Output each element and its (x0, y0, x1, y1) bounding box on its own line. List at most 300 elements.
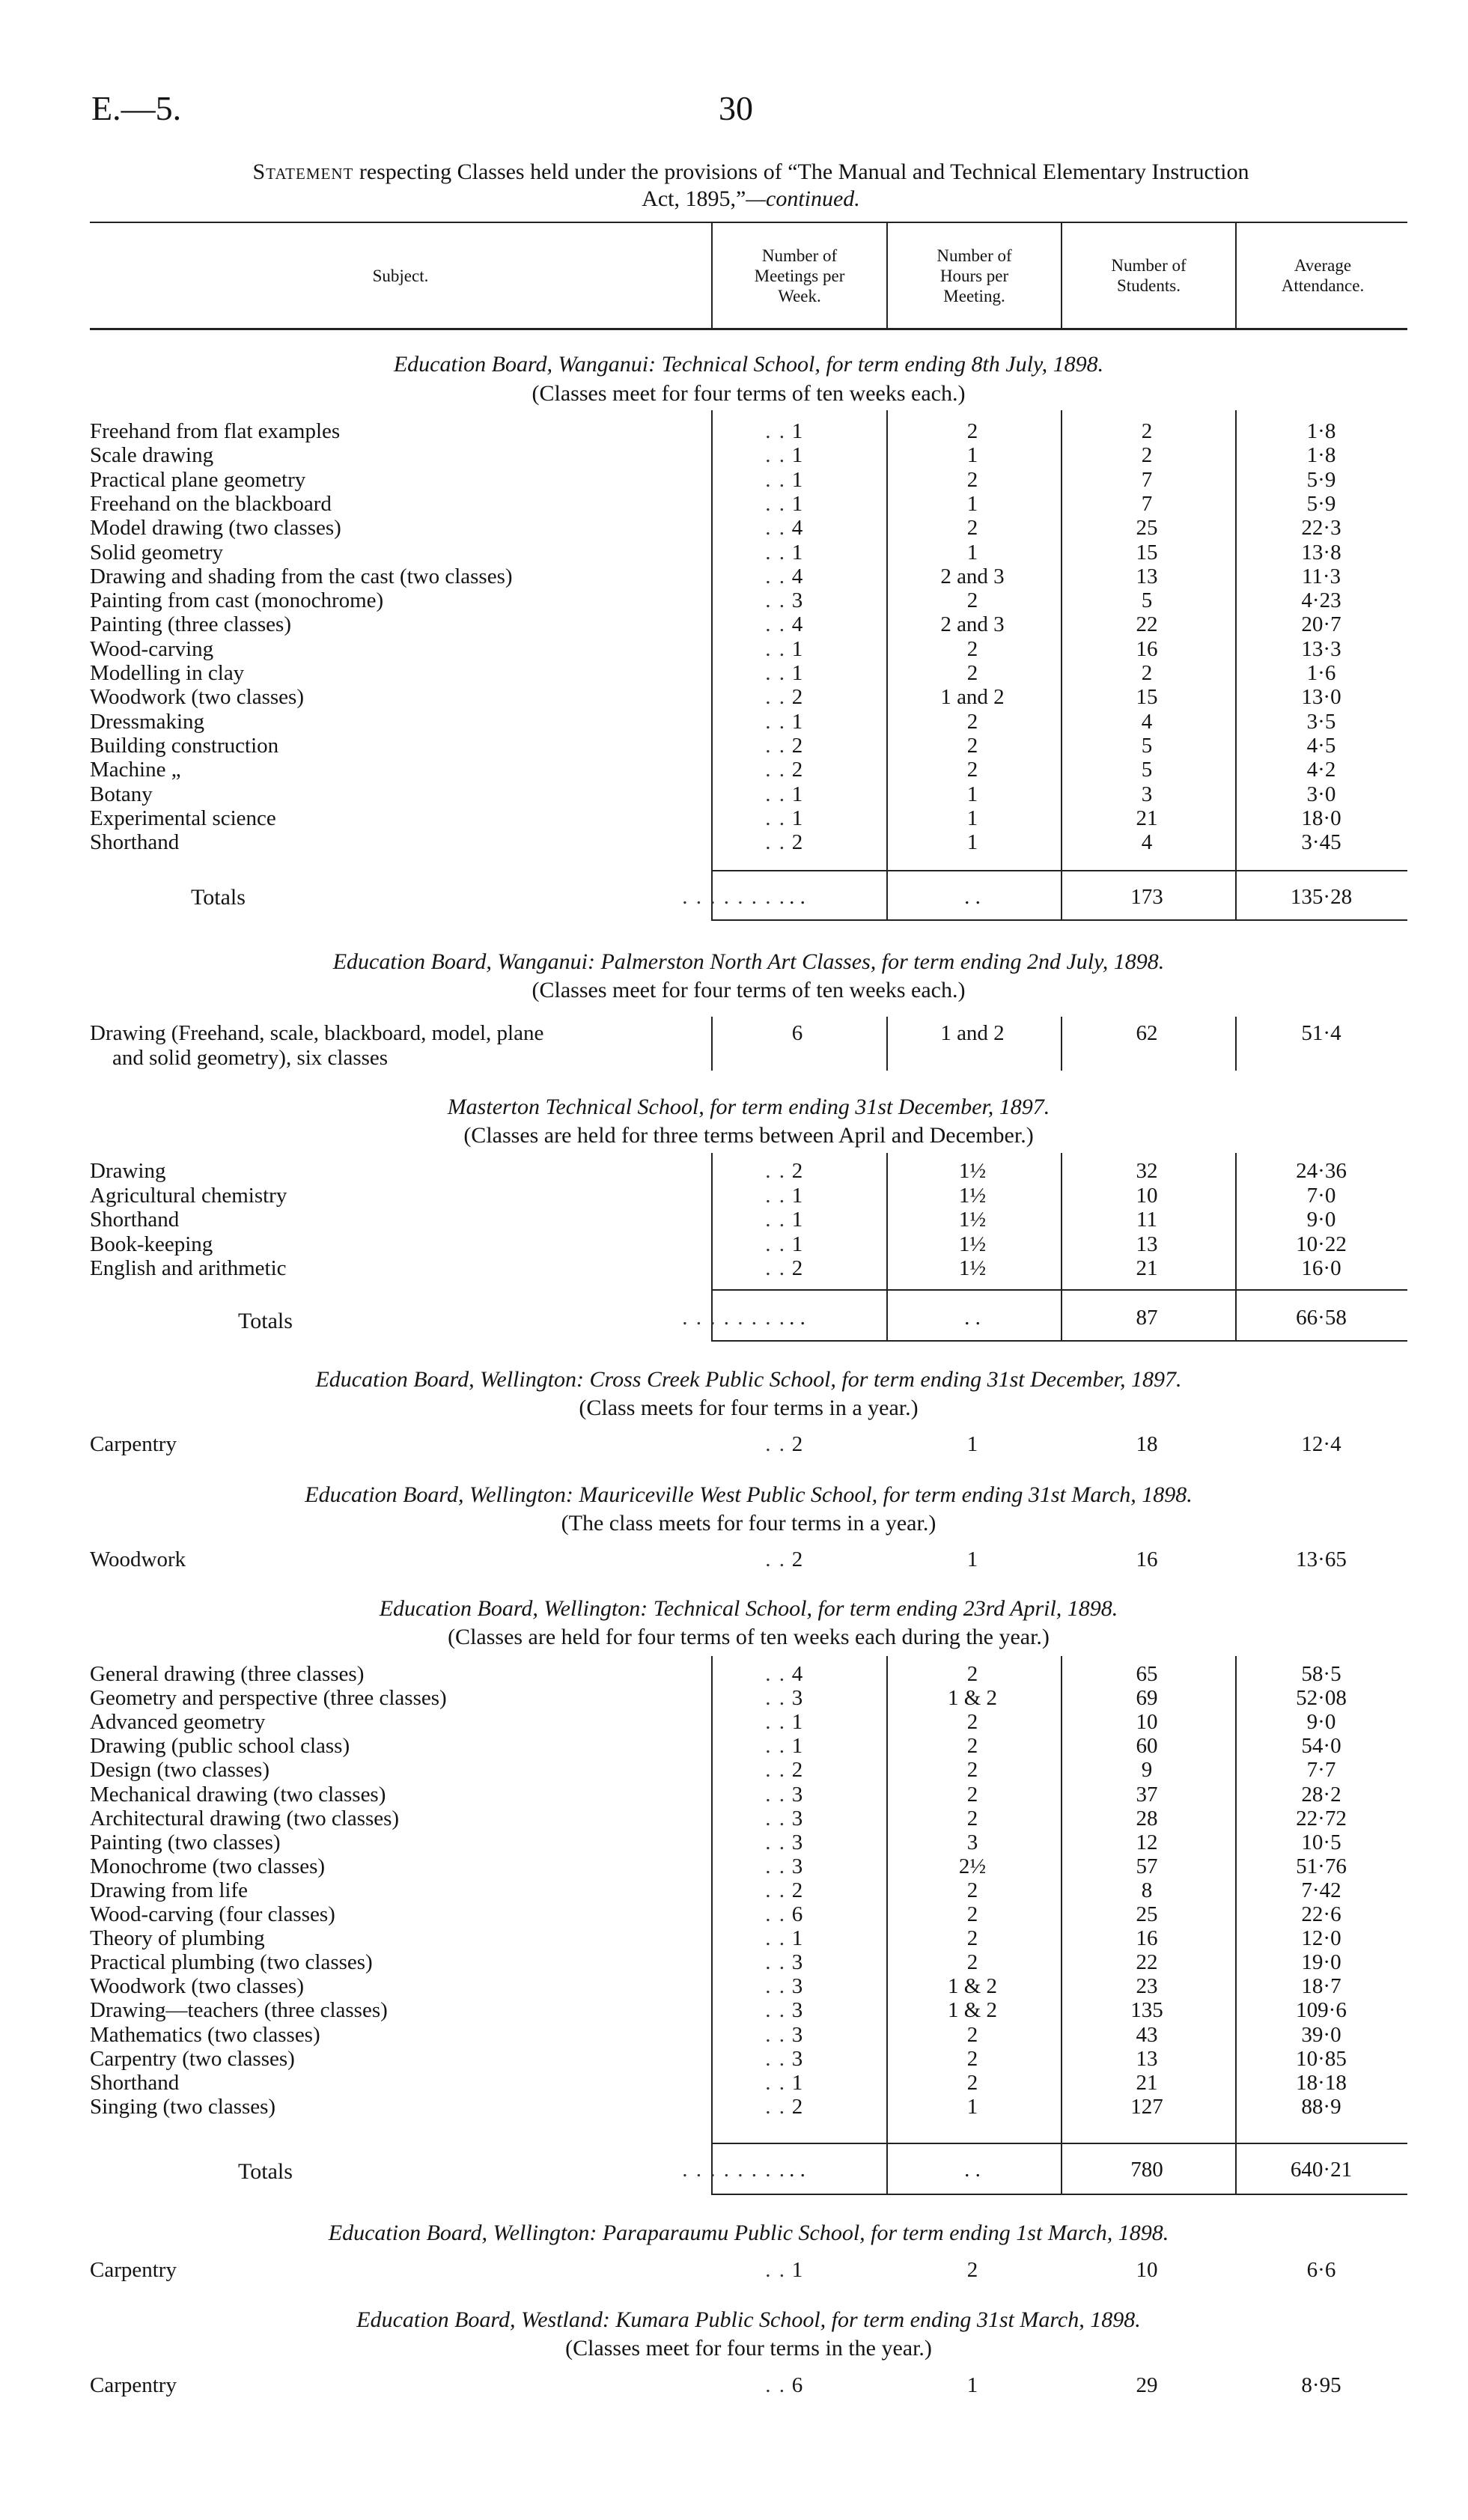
row-students: 10 (1136, 1183, 1158, 1208)
row-attendance: 58·5 (1301, 1662, 1341, 1686)
row-subject: Singing (two classes) (90, 2094, 276, 2119)
row-hours: 2 (966, 758, 978, 782)
leader-dots: . . (765, 1854, 786, 1878)
row-hours: 1 and 2 (940, 1021, 1005, 1045)
row-students: 23 (1136, 1974, 1158, 1999)
row-attendance: 13·65 (1296, 1547, 1347, 1571)
row-attendance: 7·0 (1306, 1183, 1336, 1208)
row-attendance: 4·5 (1306, 733, 1336, 758)
table-row (90, 1256, 1407, 1281)
row-attendance: 7·42 (1301, 1878, 1341, 1902)
row-hours: 2 (966, 1710, 978, 1735)
row-meetings: 2 (791, 2094, 803, 2119)
totals-students: 780 (1130, 2158, 1163, 2182)
row-hours: 2 (966, 709, 978, 734)
row-meetings: 3 (791, 1830, 803, 1854)
table-row (90, 419, 1407, 444)
row-hours: 1 (966, 540, 978, 564)
row-meetings: 4 (791, 516, 803, 541)
table-row (90, 758, 1407, 782)
row-students: 10 (1136, 1710, 1158, 1735)
row-students: 12 (1136, 1830, 1158, 1854)
leader-dots: . . (765, 467, 786, 492)
section-title: Education Board, Wanganui: Technical School, for term ending 8th July, 1898. (393, 352, 1104, 377)
row-students: 4 (1141, 709, 1153, 734)
leader-dots: . . (765, 2046, 786, 2071)
row-students: 16 (1136, 1926, 1158, 1951)
row-attendance: 51·4 (1301, 1021, 1341, 1045)
table-row (90, 637, 1407, 662)
row-meetings: 2 (791, 1256, 803, 1280)
row-students: 11 (1136, 1208, 1157, 1232)
row-meetings: 3 (791, 1854, 803, 1878)
row-subject: Botany (90, 782, 153, 806)
row-meetings: 3 (791, 1686, 803, 1711)
table-row (90, 541, 1407, 565)
leader-dots: . . (765, 564, 786, 588)
row-meetings: 1 (791, 2258, 803, 2282)
column-rule (711, 1017, 713, 1071)
row-attendance: 1·8 (1306, 443, 1336, 468)
table-row (90, 1432, 1407, 1457)
row-attendance: 10·5 (1301, 1830, 1341, 1854)
row-subject: Shorthand (90, 2070, 180, 2095)
row-attendance: 24·36 (1296, 1159, 1347, 1183)
row-students: 16 (1136, 636, 1158, 661)
row-students: 29 (1136, 2373, 1158, 2397)
row-meetings: 1 (791, 806, 803, 830)
row-meetings: 4 (791, 1662, 803, 1686)
row-students: 16 (1136, 1547, 1158, 1571)
row-subject: English and arithmetic (90, 1256, 287, 1280)
row-meetings: 3 (791, 1782, 803, 1807)
row-attendance: 88·9 (1301, 2094, 1341, 2119)
column-rule (886, 1017, 888, 1071)
row-meetings: 3 (791, 2022, 803, 2047)
col-students (1061, 223, 1235, 328)
statement-lead: Statement (252, 159, 354, 184)
row-hours: 1 (966, 806, 978, 830)
totals-label: Totals (238, 1309, 293, 1333)
row-hours: 2 (966, 661, 978, 685)
row-hours: 1½ (958, 1232, 987, 1256)
row-meetings: 2 (791, 1758, 803, 1783)
row-subject: Building construction (90, 733, 279, 758)
row-students: 7 (1141, 467, 1153, 492)
leader-dots: . . (765, 1547, 786, 1571)
row-students: 10 (1136, 2258, 1158, 2282)
row-subject: Architectural drawing (two classes) (90, 1806, 400, 1830)
row-hours: 1½ (958, 1256, 987, 1280)
totals-hours: . . (964, 1306, 981, 1330)
column-rule (1061, 1017, 1062, 1071)
leader-dots: . . (765, 1662, 786, 1686)
row-hours: 2 (966, 419, 978, 443)
row-subject: Shorthand (90, 1208, 180, 1232)
table-row (90, 734, 1407, 758)
row-hours: 2 (966, 2022, 978, 2047)
row-students: 135 (1130, 1998, 1163, 2023)
row-meetings: 2 (791, 1159, 803, 1183)
row-students: 60 (1136, 1734, 1158, 1759)
row-subject: Drawing—teachers (three classes) (90, 1998, 388, 2023)
totals-hours: . . (964, 2158, 981, 2182)
row-subject: Advanced geometry (90, 1710, 266, 1735)
table-row (90, 806, 1407, 831)
statement-heading (88, 159, 1413, 213)
column-rule (886, 410, 888, 921)
row-meetings: 1 (791, 709, 803, 734)
table-row (90, 782, 1407, 807)
section-title: Education Board, Wellington: Mauriceville West Public School, for term ending 31st March, 1898. (305, 1482, 1193, 1507)
row-subject: Painting (three classes) (90, 612, 291, 637)
row-attendance: 4·2 (1306, 758, 1336, 782)
col-hours-label: Number of Hours per Meeting. (936, 246, 1012, 305)
row-meetings: 1 (791, 2070, 803, 2095)
row-attendance: 1·8 (1306, 419, 1336, 443)
table-row (90, 1783, 1407, 1807)
section-title: Education Board, Wellington: Technical School, for term ending 23rd April, 1898. (379, 1596, 1118, 1621)
totals-rule (711, 2143, 1407, 2144)
leader-dots: . . (765, 1974, 786, 1999)
row-hours: 1 (966, 443, 978, 468)
leader-dots: . . (765, 1159, 786, 1183)
row-meetings: 2 (791, 1878, 803, 1902)
table-row (90, 685, 1407, 710)
row-hours: 1½ (958, 1183, 987, 1208)
col-hours (886, 223, 1061, 328)
totals-rule (711, 919, 1407, 921)
leader-dots: . . (765, 758, 786, 782)
column-rule (711, 1656, 713, 2195)
row-subject: Freehand from flat examples (90, 419, 341, 443)
table-row (90, 1208, 1407, 1232)
row-hours: 1 & 2 (947, 1974, 998, 1999)
table-row (90, 1734, 1407, 1759)
row-students: 62 (1136, 1021, 1158, 1045)
row-students: 2 (1141, 443, 1153, 468)
row-subject: Shorthand (90, 830, 180, 855)
row-attendance: 12·0 (1301, 1926, 1341, 1951)
row-meetings: 1 (791, 540, 803, 564)
row-students: 15 (1136, 540, 1158, 564)
row-attendance: 20·7 (1301, 612, 1341, 637)
table-row (90, 2095, 1407, 2119)
row-hours: 2 (966, 1782, 978, 1807)
row-subject: Book-keeping (90, 1232, 213, 1256)
row-subject: Carpentry (90, 2373, 177, 2397)
row-students: 25 (1136, 1902, 1158, 1926)
section-note: (Classes are held for three terms between April and December.) (463, 1123, 1034, 1148)
row-subject: Model drawing (two classes) (90, 516, 341, 541)
row-attendance: 3·5 (1306, 709, 1336, 734)
row-subject: Woodwork (90, 1547, 186, 1571)
row-hours: 2 (966, 467, 978, 492)
leader-dots: . . (765, 540, 786, 564)
row-meetings: 3 (791, 588, 803, 613)
row-students: 3 (1141, 782, 1153, 806)
leader-dots: . . (765, 709, 786, 734)
column-rule (711, 410, 713, 921)
row-subject: Monochrome (two classes) (90, 1854, 326, 1878)
page-number: 30 (719, 89, 753, 127)
leader-dots: . . (765, 1926, 786, 1951)
table-row (90, 492, 1407, 517)
row-students: 18 (1136, 1432, 1158, 1456)
leader-dots: . . (765, 1878, 786, 1902)
row-students: 21 (1136, 1256, 1158, 1280)
totals-row (90, 2158, 1407, 2182)
row-students: 37 (1136, 1782, 1158, 1807)
table-row (90, 830, 1407, 855)
section-note: (Classes are held for four terms of ten weeks each during the year.) (448, 1625, 1050, 1649)
table-row (90, 661, 1407, 686)
leader-dots: . . (765, 2022, 786, 2047)
leader-dots: . . (765, 612, 786, 637)
table-row (90, 468, 1407, 493)
row-subject: Practical plumbing (two classes) (90, 1950, 373, 1975)
row-students: 65 (1136, 1662, 1158, 1686)
table-row (90, 1686, 1407, 1711)
leader-dots: . . (765, 1782, 786, 1807)
leader-dots: . . (765, 2070, 786, 2095)
row-attendance: 9·0 (1306, 1710, 1336, 1735)
leader-dots: . . (765, 806, 786, 830)
row-subject: Wood-carving (90, 636, 214, 661)
row-attendance: 28·2 (1301, 1782, 1341, 1807)
row-attendance: 18·18 (1296, 2070, 1347, 2095)
section-title: Education Board, Wellington: Paraparaumu Public School, for term ending 1st March, 1898. (328, 2221, 1169, 2245)
row-attendance: 10·22 (1296, 1232, 1347, 1256)
leader-dots: . . (765, 830, 786, 855)
row-hours: 1 and 2 (940, 685, 1005, 710)
section-note: (Classes meet for four terms of ten weeks each.) (532, 978, 966, 1002)
leader-dots: . . (765, 661, 786, 685)
row-students: 9 (1141, 1758, 1153, 1783)
col-students-label: Number of Students. (1111, 256, 1187, 295)
row-meetings: 3 (791, 1950, 803, 1975)
row-continuation (90, 1046, 1407, 1071)
totals-students: 87 (1136, 1306, 1158, 1330)
row-hours: 2 (966, 636, 978, 661)
col-meetings-label: Number of Meetings per Week. (754, 246, 845, 305)
row-students: 43 (1136, 2022, 1158, 2047)
row-students: 21 (1136, 2070, 1158, 2095)
row-attendance: 3·45 (1301, 830, 1341, 855)
row-subject: Machine „ (90, 758, 181, 782)
column-rule (1235, 1017, 1237, 1071)
row-hours: 2 (966, 1758, 978, 1783)
row-students: 127 (1130, 2094, 1163, 2119)
leader-dots: . . (765, 419, 786, 443)
totals-label: Totals (238, 2159, 293, 2184)
leader-dots: . . (765, 733, 786, 758)
totals-row (90, 1306, 1407, 1330)
table-row (90, 443, 1407, 468)
table-row (90, 1902, 1407, 1927)
table-row (90, 564, 1407, 589)
row-subject: Painting from cast (monochrome) (90, 588, 384, 613)
row-students: 5 (1141, 758, 1153, 782)
section-title: Masterton Technical School, for term ending 31st December, 1897. (447, 1095, 1050, 1119)
totals-label: Totals (191, 885, 246, 910)
table-row (90, 1159, 1407, 1184)
col-meetings (711, 223, 886, 328)
leader-dots: . . (765, 443, 786, 468)
totals-rule (711, 1340, 1407, 1342)
row-meetings: 3 (791, 1974, 803, 1999)
row-meetings: 4 (791, 564, 803, 588)
section-note: (Classes meet for four terms in the year.) (565, 2336, 932, 2361)
row-attendance: 1·6 (1306, 661, 1336, 685)
leader-dots: . . (765, 1256, 786, 1280)
row-subject: Modelling in clay (90, 661, 245, 685)
row-students: 28 (1136, 1806, 1158, 1830)
row-attendance: 11·3 (1301, 564, 1341, 588)
row-subject: Drawing from life (90, 1878, 248, 1902)
leader-dots: . . (765, 516, 786, 541)
row-meetings: 1 (791, 491, 803, 516)
leader-dots: . . (765, 1232, 786, 1256)
row-students: 13 (1136, 1232, 1158, 1256)
table-row (90, 1878, 1407, 1903)
totals-meetings: . . (789, 2158, 805, 2182)
column-rule (1061, 1656, 1062, 2195)
leader-dots: . . (765, 1758, 786, 1783)
leader-dots: . . (765, 491, 786, 516)
row-subject: Carpentry (90, 1432, 177, 1456)
statement-continued: —continued. (746, 186, 860, 211)
row-meetings: 1 (791, 1232, 803, 1256)
row-subject: Carpentry (two classes) (90, 2046, 295, 2071)
row-hours: 1½ (958, 1208, 987, 1232)
table-row (90, 2373, 1407, 2398)
row-attendance: 18·0 (1301, 806, 1341, 830)
row-subject: Design (two classes) (90, 1758, 270, 1783)
totals-rule (711, 1289, 1407, 1291)
row-subject: Freehand on the blackboard (90, 491, 332, 516)
leader-dots: . . (765, 2373, 786, 2397)
leader-dots: . . (765, 1208, 786, 1232)
leader-dots: . . (765, 1432, 786, 1456)
leader-dots: . . (765, 1830, 786, 1854)
row-hours: 1 (966, 2373, 978, 2397)
row-hours: 1½ (958, 1159, 987, 1183)
row-meetings: 1 (791, 1710, 803, 1735)
row-hours: 2 (966, 1734, 978, 1759)
table-row (90, 1926, 1407, 1951)
row-subject: Drawing (90, 1159, 166, 1183)
section-note: (Class meets for four terms in a year.) (579, 1396, 919, 1420)
row-meetings: 3 (791, 1998, 803, 2023)
row-hours: 2 and 3 (940, 564, 1005, 588)
row-subject: Agricultural chemistry (90, 1183, 287, 1208)
row-meetings: 2 (791, 685, 803, 710)
row-attendance: 5·9 (1306, 491, 1336, 516)
row-attendance: 22·72 (1296, 1806, 1347, 1830)
row-meetings: 1 (791, 1734, 803, 1759)
row-meetings: 3 (791, 1806, 803, 1830)
row-attendance: 12·4 (1301, 1432, 1341, 1456)
column-rule (1061, 410, 1062, 921)
row-subject: Woodwork (two classes) (90, 685, 304, 710)
table-row (90, 1950, 1407, 1975)
row-hours: 2 (966, 1878, 978, 1902)
row-attendance: 6·6 (1306, 2258, 1336, 2282)
row-students: 32 (1136, 1159, 1158, 1183)
row-hours: 2 (966, 2258, 978, 2282)
row-students: 15 (1136, 685, 1158, 710)
row-subject: Practical plane geometry (90, 467, 306, 492)
leader-dots: . . . . . . . . (682, 2158, 786, 2182)
row-subject: Solid geometry (90, 540, 224, 564)
row-subject: Drawing and shading from the cast (two classes) (90, 564, 513, 588)
row-students: 13 (1136, 2046, 1158, 2071)
leader-dots: . . (765, 1734, 786, 1759)
row-hours: 1 & 2 (947, 1998, 998, 2023)
row-subject: Scale drawing (90, 443, 214, 468)
row-students: 57 (1136, 1854, 1158, 1878)
totals-attendance: 135·28 (1290, 885, 1353, 909)
row-attendance: 5·9 (1306, 467, 1336, 492)
leader-dots: . . (765, 1686, 786, 1711)
row-attendance: 39·0 (1301, 2022, 1341, 2047)
row-meetings: 2 (791, 830, 803, 855)
section-title: Education Board, Wellington: Cross Creek Public School, for term ending 31st December, 1897. (315, 1367, 1182, 1392)
table-row (90, 588, 1407, 613)
row-students: 2 (1141, 661, 1153, 685)
totals-rule (711, 2194, 1407, 2195)
table-row (90, 1830, 1407, 1855)
row-attendance: 52·08 (1296, 1686, 1347, 1711)
totals-rule (711, 870, 1407, 871)
row-attendance: 109·6 (1296, 1998, 1347, 2023)
row-attendance: 22·6 (1301, 1902, 1341, 1926)
row-hours: 2 (966, 2070, 978, 2095)
row-hours: 2 and 3 (940, 612, 1005, 637)
table-row (90, 2047, 1407, 2072)
row-hours: 2 (966, 516, 978, 541)
table-row (90, 710, 1407, 734)
row-hours: 1 (966, 1547, 978, 1571)
document-code: E.—5. (91, 89, 182, 127)
row-attendance: 13·3 (1301, 636, 1341, 661)
row-meetings: 4 (791, 612, 803, 637)
row-subject: General drawing (three classes) (90, 1662, 365, 1686)
row-hours: 2 (966, 1926, 978, 1951)
totals-row (90, 885, 1407, 910)
col-subject: Subject. (372, 266, 429, 285)
row-meetings: 1 (791, 661, 803, 685)
row-attendance: 19·0 (1301, 1950, 1341, 1975)
section-note: (Classes meet for four terms of ten weeks each.) (532, 381, 966, 406)
row-subject: Theory of plumbing (90, 1926, 265, 1951)
row-continuation-text: and solid geometry), six classes (112, 1046, 389, 1070)
row-meetings: 6 (791, 1902, 803, 1926)
table-row (90, 1807, 1407, 1831)
statement-line2: Act, 1895,” (642, 186, 746, 211)
totals-students: 173 (1130, 885, 1163, 909)
row-attendance: 13·0 (1301, 685, 1341, 710)
row-subject: Wood-carving (four classes) (90, 1902, 335, 1926)
table-row (90, 1021, 1407, 1046)
row-subject: Mechanical drawing (two classes) (90, 1782, 386, 1807)
row-attendance: 4·23 (1301, 588, 1341, 613)
totals-meetings: . . (789, 885, 805, 909)
col-attendance (1235, 223, 1409, 328)
totals-attendance: 66·58 (1296, 1306, 1347, 1330)
totals-attendance: 640·21 (1290, 2158, 1353, 2182)
